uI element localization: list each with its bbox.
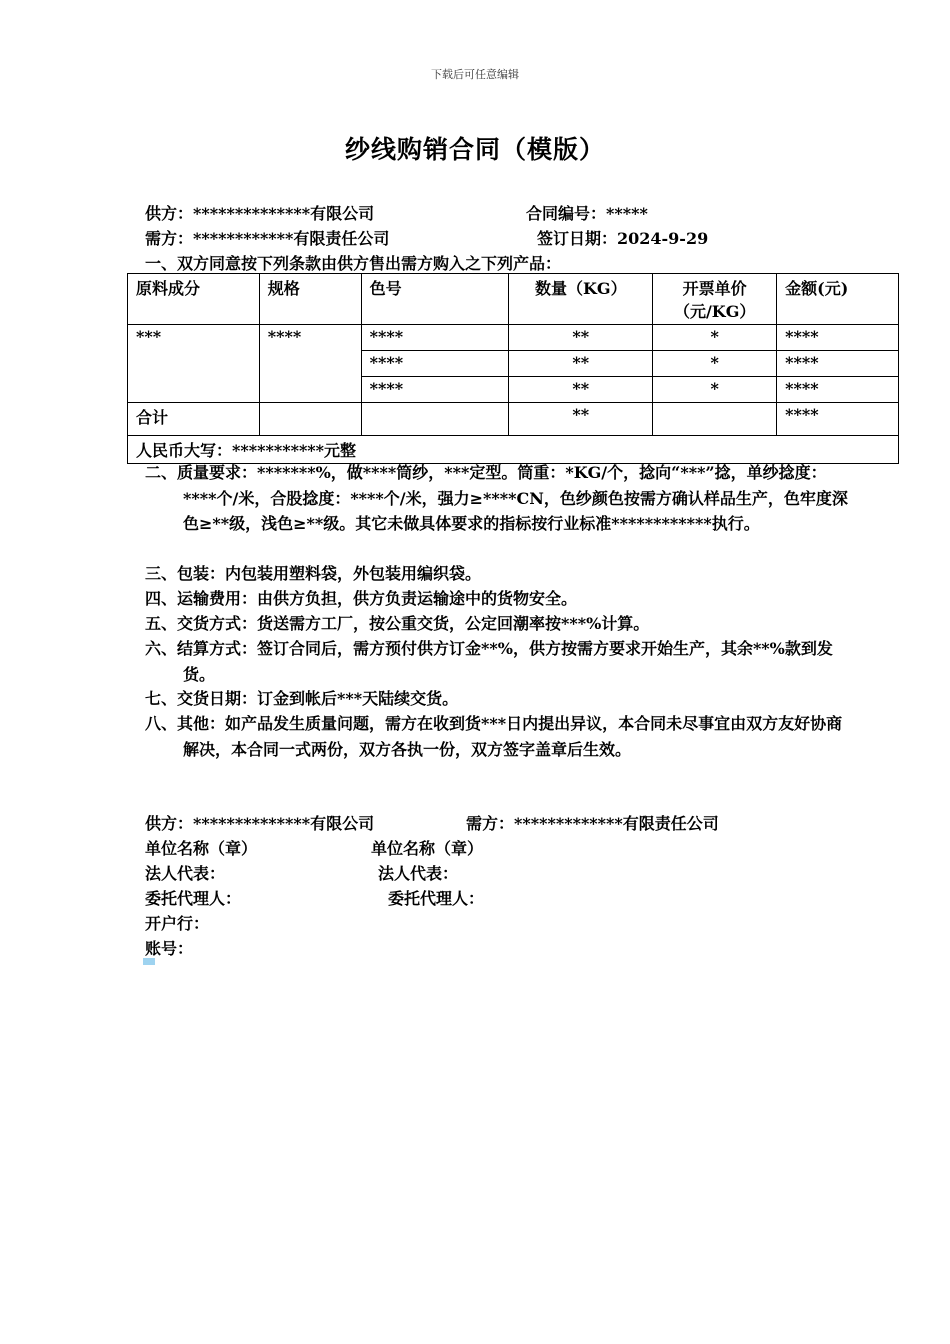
cell-quantity: ** xyxy=(509,351,653,377)
cell-color: **** xyxy=(361,351,509,377)
cell-unit-price: * xyxy=(653,325,777,351)
cell-quantity: ** xyxy=(509,377,653,403)
buyer-line: 需方：************有限责任公司 xyxy=(145,229,390,248)
clause-5: 五、交货方式：货送需方工厂，按公重交货，公定回潮率按***%计算。 xyxy=(145,614,650,633)
sig-supplier: 供方：**************有限公司 xyxy=(145,814,375,833)
total-empty-cell xyxy=(361,403,509,436)
supplier-line: 供方：**************有限公司 xyxy=(145,204,375,223)
clause-4: 四、运输费用：由供方负担，供方负责运输途中的货物安全。 xyxy=(145,589,578,608)
cell-spec: **** xyxy=(259,325,361,403)
total-empty-cell xyxy=(259,403,361,436)
header-amount: 金额(元) xyxy=(777,274,899,325)
product-table xyxy=(127,273,899,464)
sig-legal-left: 法人代表： xyxy=(145,864,226,883)
clause-2: 二、质量要求：*******%，做****筒纱，***定型。筒重：*KG/个，捻向“***”捻，单纱捻度：****个/米，合股捻度：****个/米，强力≥****CN，色纱颜色按需方确认样品生产，色牢度深色≥**级，浅色≥**级。其它未做具体要求的指标按行业标准************执行。 xyxy=(145,463,848,533)
sig-account: 账号： xyxy=(145,939,194,958)
sig-unit-left: 单位名称（章） xyxy=(145,839,258,858)
header-material: 原料成分 xyxy=(128,274,260,325)
table-row xyxy=(128,325,899,351)
cell-color: **** xyxy=(361,377,509,403)
clause-7: 七、交货日期：订金到帐后***天陆续交货。 xyxy=(145,689,459,708)
total-empty-cell xyxy=(653,403,777,436)
cell-unit-price: * xyxy=(653,377,777,403)
sig-legal-right: 法人代表： xyxy=(378,864,459,883)
rmb-amount-words: 人民币大写：***********元整 xyxy=(128,436,899,464)
table-header-row xyxy=(128,274,899,325)
cell-amount: **** xyxy=(777,325,899,351)
sig-agent-left: 委托代理人： xyxy=(145,889,242,908)
total-quantity: ** xyxy=(509,403,653,436)
sig-agent-right: 委托代理人： xyxy=(388,889,485,908)
clause-6: 六、结算方式：签订合同后，需方预付供方订金**%，供方按需方要求开始生产，其余**%款到发货。 xyxy=(145,639,833,684)
document-title: 纱线购销合同（模版） xyxy=(344,135,605,164)
sig-unit-right: 单位名称（章） xyxy=(371,839,484,858)
cell-unit-price: * xyxy=(653,351,777,377)
cell-material: *** xyxy=(128,325,260,403)
text-cursor-highlight xyxy=(143,958,155,965)
total-amount: **** xyxy=(777,403,899,436)
clause-8: 八、其他：如产品发生质量问题，需方在收到货***日内提出异议，本合同未尽事宜由双方友好协商解决，本合同一式两份，双方各执一份，双方签字盖章后生效。 xyxy=(145,714,843,759)
header-color: 色号 xyxy=(361,274,509,325)
cell-amount: **** xyxy=(777,351,899,377)
header-unit-price: 开票单价（元/KG） xyxy=(653,274,777,325)
header-quantity: 数量（KG） xyxy=(509,274,653,325)
cell-quantity: ** xyxy=(509,325,653,351)
cell-amount: **** xyxy=(777,377,899,403)
clause-3: 三、包装：内包装用塑料袋，外包装用编织袋。 xyxy=(145,564,482,583)
clause-1: 一、双方同意按下列条款由供方售出需方购入之下列产品： xyxy=(145,254,562,273)
header-spec: 规格 xyxy=(259,274,361,325)
total-row xyxy=(128,403,899,436)
total-label: 合计 xyxy=(128,403,260,436)
sig-bank: 开户行： xyxy=(145,914,210,933)
contract-number: 合同编号：***** xyxy=(526,204,648,223)
sign-date: 签订日期：2024-9-29 xyxy=(537,229,709,248)
sig-buyer: 需方：*************有限责任公司 xyxy=(466,814,719,833)
cell-color: **** xyxy=(361,325,509,351)
header-note: 下载后可任意编辑 xyxy=(431,68,519,81)
